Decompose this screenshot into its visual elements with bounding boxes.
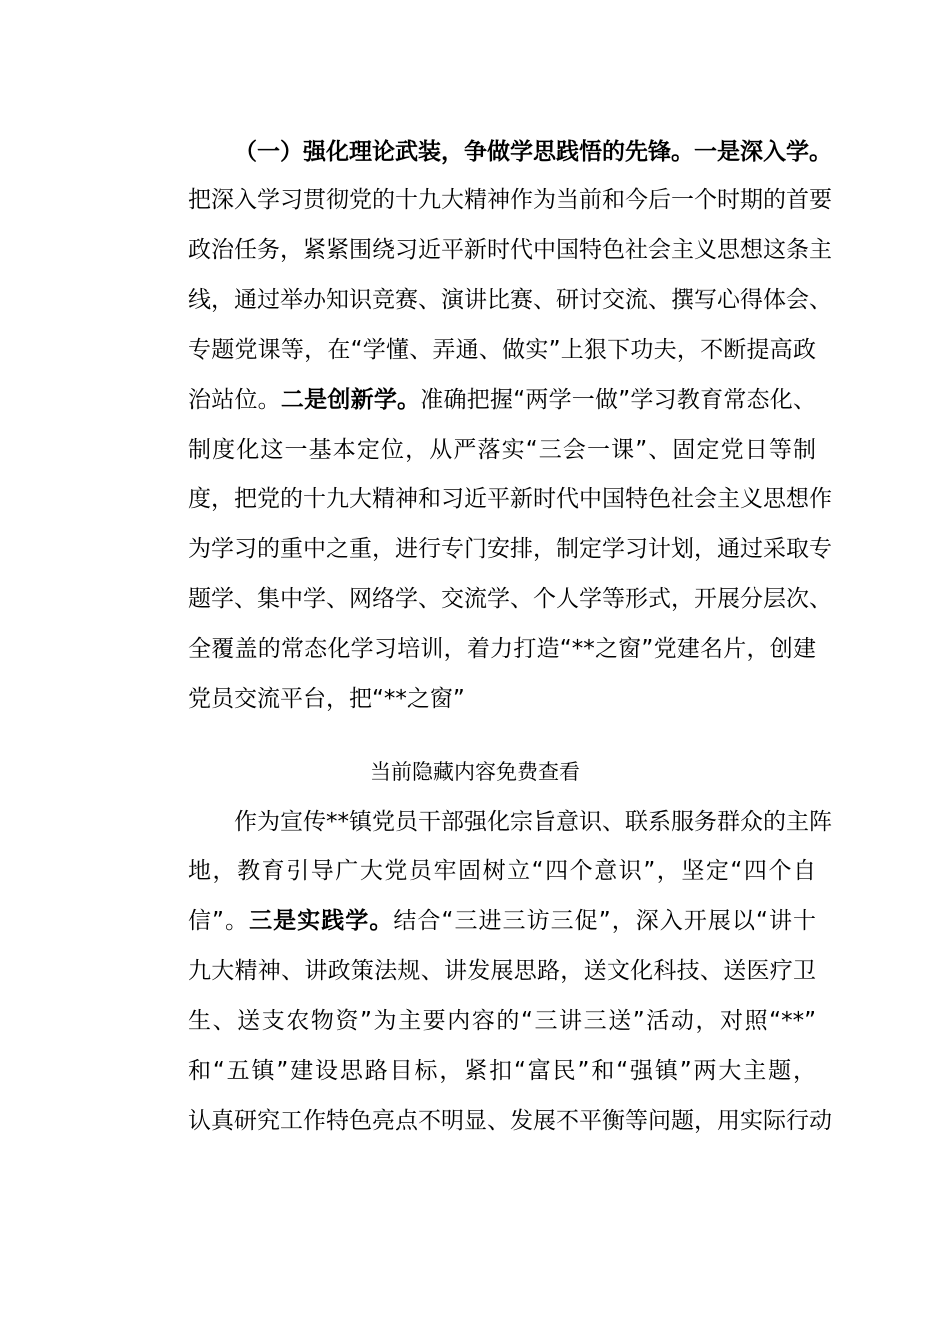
- paragraph-line: [188, 896, 816, 946]
- paragraph-line: [188, 375, 816, 425]
- text-run: 准确把握“两学一做”学习教育常态化、: [420, 387, 817, 413]
- paragraph-line: 全覆盖的常态化学习培训，着力打造“**之窗”党建名片，创建: [188, 636, 816, 662]
- paragraph-line: 度，把党的十九大精神和习近平新时代中国特色社会主义思想作: [188, 486, 832, 512]
- text-run: 治站位。: [188, 387, 281, 413]
- paragraph-line: 把深入学习贯彻党的十九大精神作为当前和今后一个时期的首要: [188, 187, 832, 213]
- hidden-content-notice[interactable]: 当前隐藏内容免费查看: [370, 760, 580, 784]
- point-title: 三是实践学。: [249, 908, 394, 934]
- paragraph-line: 线，通过举办知识竞赛、演讲比赛、研讨交流、撰写心得体会、: [188, 287, 832, 313]
- paragraph-line: 专题党课等，在“学懂、弄通、做实”上狠下功夫，不断提高政: [188, 337, 816, 363]
- section-heading: （一）强化理论武装，争做学思践悟的先锋。: [234, 139, 694, 165]
- paragraph-line: 为学习的重中之重，进行专门安排，制定学习计划，通过采取专: [188, 536, 832, 562]
- paragraph-line: 制度化这一基本定位，从严落实“三会一课”、固定党日等制: [188, 437, 816, 463]
- paragraph-line: 地，教育引导广大党员牢固树立“四个意识”，坚定“四个自: [188, 858, 816, 884]
- paragraph-line: 生、送支农物资”为主要内容的“三讲三送”活动，对照“**”: [188, 1008, 816, 1034]
- paragraph-line: 政治任务，紧紧围绕习近平新时代中国特色社会主义思想这条主: [188, 237, 832, 263]
- text-run: 信”。: [188, 908, 250, 934]
- text-run: 结合“三进三访三促”，深入开展以“讲十: [393, 908, 817, 934]
- paragraph-line: [234, 127, 832, 177]
- point-title: 一是深入学。: [694, 139, 832, 165]
- paragraph-line: 题学、集中学、网络学、交流学、个人学等形式，开展分层次、: [188, 586, 832, 612]
- paragraph-line: 和“五镇”建设思路目标，紧扣“富民”和“强镇”两大主题，: [188, 1058, 816, 1084]
- paragraph-line: 认真研究工作特色亮点不明显、发展不平衡等问题，用实际行动: [188, 1108, 832, 1134]
- point-title: 二是创新学。: [280, 387, 421, 413]
- paragraph-line: 作为宣传**镇党员干部强化宗旨意识、联系服务群众的主阵: [234, 809, 832, 835]
- paragraph-line: 九大精神、讲政策法规、讲发展思路，送文化科技、送医疗卫: [188, 958, 816, 984]
- paragraph-line: 党员交流平台，把“**之窗”: [188, 686, 465, 712]
